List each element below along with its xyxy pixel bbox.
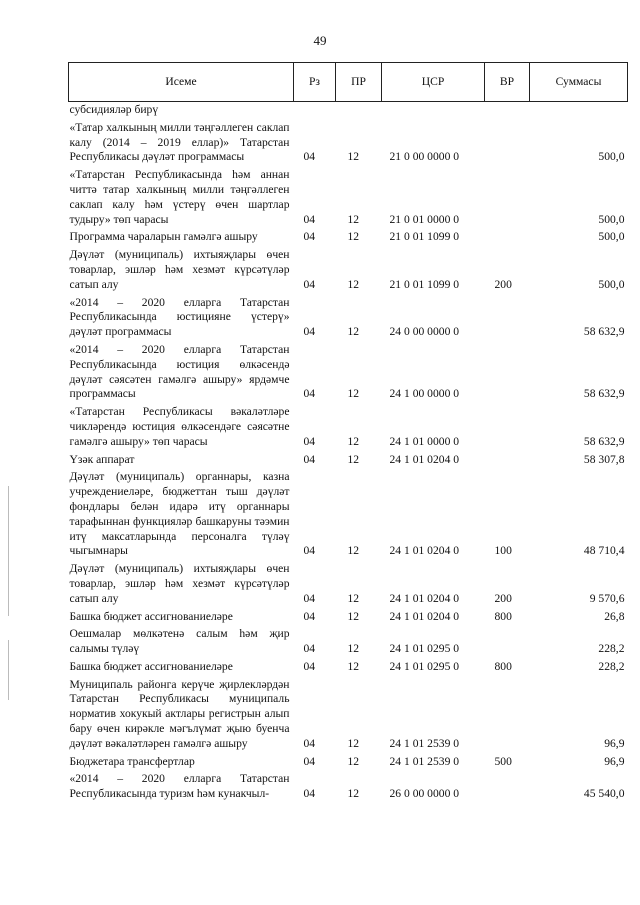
row-vr [485, 229, 530, 247]
row-vr [485, 677, 530, 754]
row-pr [336, 102, 382, 120]
table-body [69, 102, 628, 805]
row-sum: 228,2 [598, 659, 625, 673]
row-name: Бюджетара трансфертлар [69, 754, 195, 768]
row-vr: 500 [494, 754, 512, 768]
row-vr [485, 120, 530, 167]
row-rz: 04 [303, 212, 316, 226]
row-sum: 58 632,9 [583, 325, 625, 339]
row-csr: 24 1 01 2539 0 [389, 736, 460, 750]
row-pr: 12 [347, 230, 360, 244]
row-rz: 04 [303, 754, 316, 768]
row-sum: 500,0 [598, 150, 625, 164]
row-csr: 24 0 00 0000 0 [389, 325, 460, 339]
table-row [69, 677, 628, 754]
row-csr: 24 1 01 0204 0 [389, 544, 460, 558]
row-sum: 58 307,8 [583, 452, 625, 466]
row-rz: 04 [303, 591, 316, 605]
row-csr: 26 0 00 0000 0 [389, 787, 460, 801]
row-vr [485, 626, 530, 659]
table-header [69, 63, 628, 102]
row-vr: 200 [494, 591, 512, 605]
row-name: «Татарстан Республикасында һәм аннан читтә татар халкының милли тәңгәллеген саклап калу һәм үстерү өчен шартлар тудыру» төп чарасы [69, 168, 290, 226]
row-sum: 45 540,0 [583, 787, 625, 801]
row-csr: 24 1 01 0204 0 [389, 452, 460, 466]
budget-table [68, 62, 628, 804]
row-sum: 96,9 [604, 736, 625, 750]
row-pr: 12 [347, 277, 360, 291]
table-row [69, 404, 628, 451]
row-csr: 24 1 01 0295 0 [389, 659, 460, 673]
row-name: Дәүләт (муниципаль) ихтыяҗлары өчен товарлар, эшләр һәм хезмәт күрсәтүләр сатып алу [69, 562, 290, 605]
row-name: Үзәк аппарат [69, 452, 135, 466]
row-pr: 12 [347, 609, 360, 623]
row-vr [485, 295, 530, 342]
row-csr: 21 0 01 1099 0 [389, 230, 460, 244]
row-vr [485, 342, 530, 404]
row-csr: 21 0 01 1099 0 [389, 277, 460, 291]
row-name: субсидияләр бирү [69, 103, 159, 116]
row-pr: 12 [347, 591, 360, 605]
table-row [69, 561, 628, 608]
header-pr: ПР [336, 63, 382, 102]
header-name: Исеме [69, 63, 294, 102]
table-row [69, 626, 628, 659]
header-csr: ЦСР [382, 63, 485, 102]
row-csr: 24 1 01 0204 0 [389, 591, 460, 605]
table-row [69, 102, 628, 120]
row-rz: 04 [303, 230, 316, 244]
table-row [69, 771, 628, 804]
row-name: Программа чараларын гамәлгә ашыру [69, 230, 258, 244]
table-row [69, 659, 628, 677]
row-csr: 24 1 00 0000 0 [389, 387, 460, 401]
row-rz: 04 [303, 387, 316, 401]
table-row [69, 229, 628, 247]
row-vr [485, 452, 530, 470]
row-sum: 96,9 [604, 754, 625, 768]
table-row [69, 452, 628, 470]
row-sum [530, 102, 628, 120]
row-vr: 100 [494, 544, 512, 558]
table-row [69, 609, 628, 627]
row-rz: 04 [303, 736, 316, 750]
row-sum: 58 632,9 [583, 387, 625, 401]
row-csr: 21 0 01 0000 0 [389, 212, 460, 226]
row-pr: 12 [347, 754, 360, 768]
row-csr [382, 102, 485, 120]
row-rz: 04 [303, 544, 316, 558]
row-name: Башка бюджет ассигнованиеләре [69, 609, 233, 623]
row-pr: 12 [347, 452, 360, 466]
row-rz: 04 [303, 452, 316, 466]
row-name: Башка бюджет ассигнованиеләре [69, 659, 233, 673]
row-csr: 24 1 01 0000 0 [389, 434, 460, 448]
row-rz: 04 [303, 642, 316, 656]
header-vr: ВР [485, 63, 530, 102]
row-vr [485, 102, 530, 120]
row-name: «2014 – 2020 елларга Татарстан Республикасында туризм һәм кунакчыл- [69, 772, 290, 801]
row-pr: 12 [347, 387, 360, 401]
row-csr: 24 1 01 2539 0 [389, 754, 460, 768]
row-sum: 500,0 [598, 277, 625, 291]
row-pr: 12 [347, 212, 360, 226]
row-pr: 12 [347, 150, 360, 164]
table-row [69, 295, 628, 342]
row-csr: 24 1 01 0204 0 [389, 609, 460, 623]
row-pr: 12 [347, 736, 360, 750]
row-pr: 12 [347, 434, 360, 448]
row-vr: 200 [494, 277, 512, 291]
row-name: «Татар халкының милли тәңгәллеген саклап калу (2014 – 2019 еллар)» Татарстан Республикасы дәүләт программасы [69, 120, 290, 164]
row-name: «2014 – 2020 елларга Татарстан Республикасында юстицияне үстерү» дәүләт программасы [69, 295, 290, 339]
row-sum: 500,0 [598, 212, 625, 226]
header-sum: Суммасы [530, 63, 628, 102]
table-row [69, 167, 628, 229]
row-name: Дәүләт (муниципаль) органнары, казна учреждениеләре, бюджеттан тыш дәүләт фондлары белән идарә итү органнары тарафыннан функцияләр башкаруны тәэмин итү максатларында персоналга түләү чыгымнары [69, 470, 290, 558]
row-csr: 21 0 00 0000 0 [389, 150, 460, 164]
table-row [69, 469, 628, 561]
row-sum: 228,2 [598, 642, 625, 656]
table-row [69, 247, 628, 294]
header-rz: Рз [294, 63, 336, 102]
binding-margin-mark [8, 640, 9, 700]
row-sum: 58 632,9 [583, 434, 625, 448]
row-rz: 04 [303, 277, 316, 291]
row-pr: 12 [347, 787, 360, 801]
page-number: 49 [313, 33, 327, 48]
row-rz: 04 [303, 150, 316, 164]
row-name: «2014 – 2020 елларга Татарстан Республикасында юстиция өлкәсендә дәүләт сәясәтен гамәлгә ашыру» ярдәмче программасы [69, 342, 290, 401]
row-vr [485, 404, 530, 451]
row-name: Дәүләт (муниципаль) ихтыяҗлары өчен товарлар, эшләр һәм хезмәт күрсәтүләр сатып алу [69, 248, 290, 291]
row-rz: 04 [303, 325, 316, 339]
row-pr: 12 [347, 659, 360, 673]
binding-margin-mark [8, 486, 9, 616]
row-sum: 9 570,6 [589, 591, 625, 605]
row-pr: 12 [347, 642, 360, 656]
table-row [69, 342, 628, 404]
row-sum: 48 710,4 [583, 544, 625, 558]
table-row [69, 754, 628, 772]
row-vr: 800 [494, 609, 512, 623]
row-rz [294, 102, 336, 120]
table-header-row [69, 63, 628, 102]
table-row [69, 120, 628, 167]
row-rz: 04 [303, 434, 316, 448]
row-rz: 04 [303, 659, 316, 673]
row-csr: 24 1 01 0295 0 [389, 642, 460, 656]
row-name: Оешмалар мөлкәтенә салым һәм җир салымы түләү [69, 627, 290, 656]
row-sum: 500,0 [598, 230, 625, 244]
row-vr: 800 [494, 659, 512, 673]
row-name: «Татарстан Республикасы вәкаләтләре чикләрендә юстиция өлкәсендәге сәясәтне гамәлгә ашыру» төп чарасы [69, 405, 290, 448]
row-vr [485, 771, 530, 804]
row-pr: 12 [347, 325, 360, 339]
row-rz: 04 [303, 787, 316, 801]
row-rz: 04 [303, 609, 316, 623]
row-name: Муниципаль районга керүче җирлекләрдән Татарстан Республикасы муниципаль норматив хокукый актлары регистрын алып бару өчен кирәкле мәгълүмат җыю буенча дәүләт вәкаләтләрен гамәлгә ашыру [69, 677, 290, 750]
row-vr [485, 167, 530, 229]
row-pr: 12 [347, 544, 360, 558]
row-sum: 26,8 [604, 609, 625, 623]
